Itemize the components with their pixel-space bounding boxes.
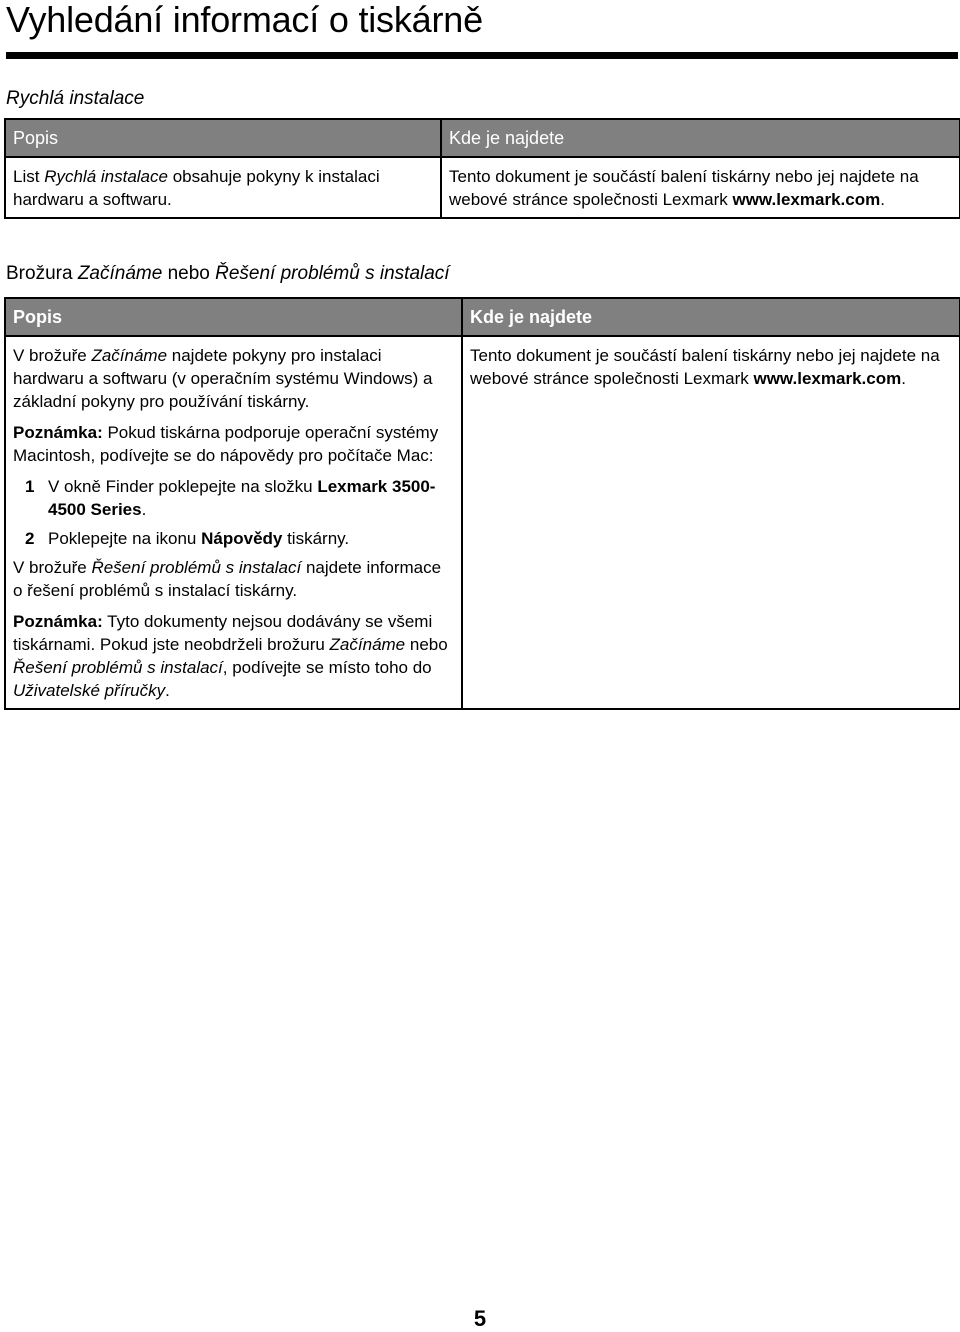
section-heading-getting-started: [6, 262, 450, 286]
note-label: Poznámka:: [13, 423, 103, 442]
table-header-row: [5, 298, 960, 336]
step-text: V okně Finder poklepejte na složku: [48, 477, 318, 496]
emphasis: Řešení problémů s instalací: [91, 558, 302, 577]
desc-emphasis: Rychlá instalace: [44, 167, 168, 186]
heading-emphasis: Začínáme: [77, 263, 163, 284]
table-header-row: [5, 119, 960, 157]
text: najdete informace o řešení problémů s instalací tiskárny.: [13, 558, 442, 600]
note-text: Pokud tiskárna podporuje operační systémy Macintosh, podívejte se do nápovědy pro počítače Mac:: [13, 423, 439, 465]
emphasis: Uživatelské příručky: [13, 681, 166, 700]
step-bold: Lexmark 3500-4500 Series: [48, 477, 436, 519]
column-header-description: Popis: [5, 119, 441, 157]
getting-started-table: [4, 297, 960, 710]
table-row: [5, 157, 960, 218]
heading-text: nebo: [162, 263, 216, 284]
step-item: [13, 527, 454, 550]
desc-text: obsahuje pokyny k instalaci hardwaru a softwaru.: [13, 167, 380, 209]
website-link[interactable]: www.lexmark.com: [753, 369, 902, 388]
note-text: , podívejte se místo toho do: [222, 658, 432, 677]
table-row: [5, 336, 960, 709]
title-rule: [6, 52, 958, 59]
step-text: tiskárny.: [282, 529, 350, 548]
step-number: 2: [25, 529, 35, 548]
paragraph: [13, 344, 454, 413]
note-text: nebo: [405, 635, 448, 654]
heading-emphasis: Řešení problémů s instalací: [215, 263, 450, 284]
text: V brožuře: [13, 558, 92, 577]
step-bold: Nápovědy: [201, 529, 283, 548]
description-cell: [5, 157, 441, 218]
step-text: .: [141, 500, 147, 519]
column-header-location: Kde je najdete: [441, 119, 960, 157]
location-text: Tento dokument je součástí balení tiskárny nebo jej najdete na webové stránce společnosti Lexmark: [470, 346, 940, 388]
website-link[interactable]: www.lexmark.com: [732, 190, 881, 209]
step-number: 1: [25, 477, 35, 496]
description-cell: [5, 336, 462, 709]
location-cell: [462, 336, 960, 709]
column-header-location: Kde je najdete: [462, 298, 960, 336]
step-item: [13, 475, 454, 521]
location-cell: [441, 157, 960, 218]
note-text: .: [165, 681, 170, 700]
note-text: Tyto dokumenty nejsou dodávány se všemi tiskárnami. Pokud jste neobdrželi brožuru: [13, 612, 433, 654]
note-label: Poznámka:: [13, 612, 103, 631]
emphasis: Začínáme: [329, 635, 406, 654]
emphasis: Začínáme: [91, 346, 168, 365]
heading-text: Brožura: [6, 263, 78, 284]
step-text: Poklepejte na ikonu: [48, 529, 202, 548]
column-header-description: Popis: [5, 298, 462, 336]
quick-setup-table: [4, 118, 960, 219]
section-heading-quick-setup: Rychlá instalace: [6, 88, 145, 109]
page-title: Vyhledání informací o tiskárně: [6, 0, 483, 40]
location-text-end: .: [880, 190, 885, 209]
note: [13, 610, 454, 702]
emphasis: Řešení problémů s instalací: [13, 658, 223, 677]
note: [13, 421, 454, 467]
location-text: Tento dokument je součástí balení tiskárny nebo jej najdete na webové stránce společnosti Lexmark: [449, 167, 919, 209]
text: najdete pokyny pro instalaci hardwaru a softwaru (v operačním systému Windows) a základní pokyny pro používání tiskárny.: [13, 346, 433, 411]
location-text-end: .: [901, 369, 906, 388]
desc-text: List: [13, 167, 45, 186]
page-number: 5: [473, 1306, 487, 1331]
paragraph: [13, 556, 454, 602]
text: V brožuře: [13, 346, 92, 365]
